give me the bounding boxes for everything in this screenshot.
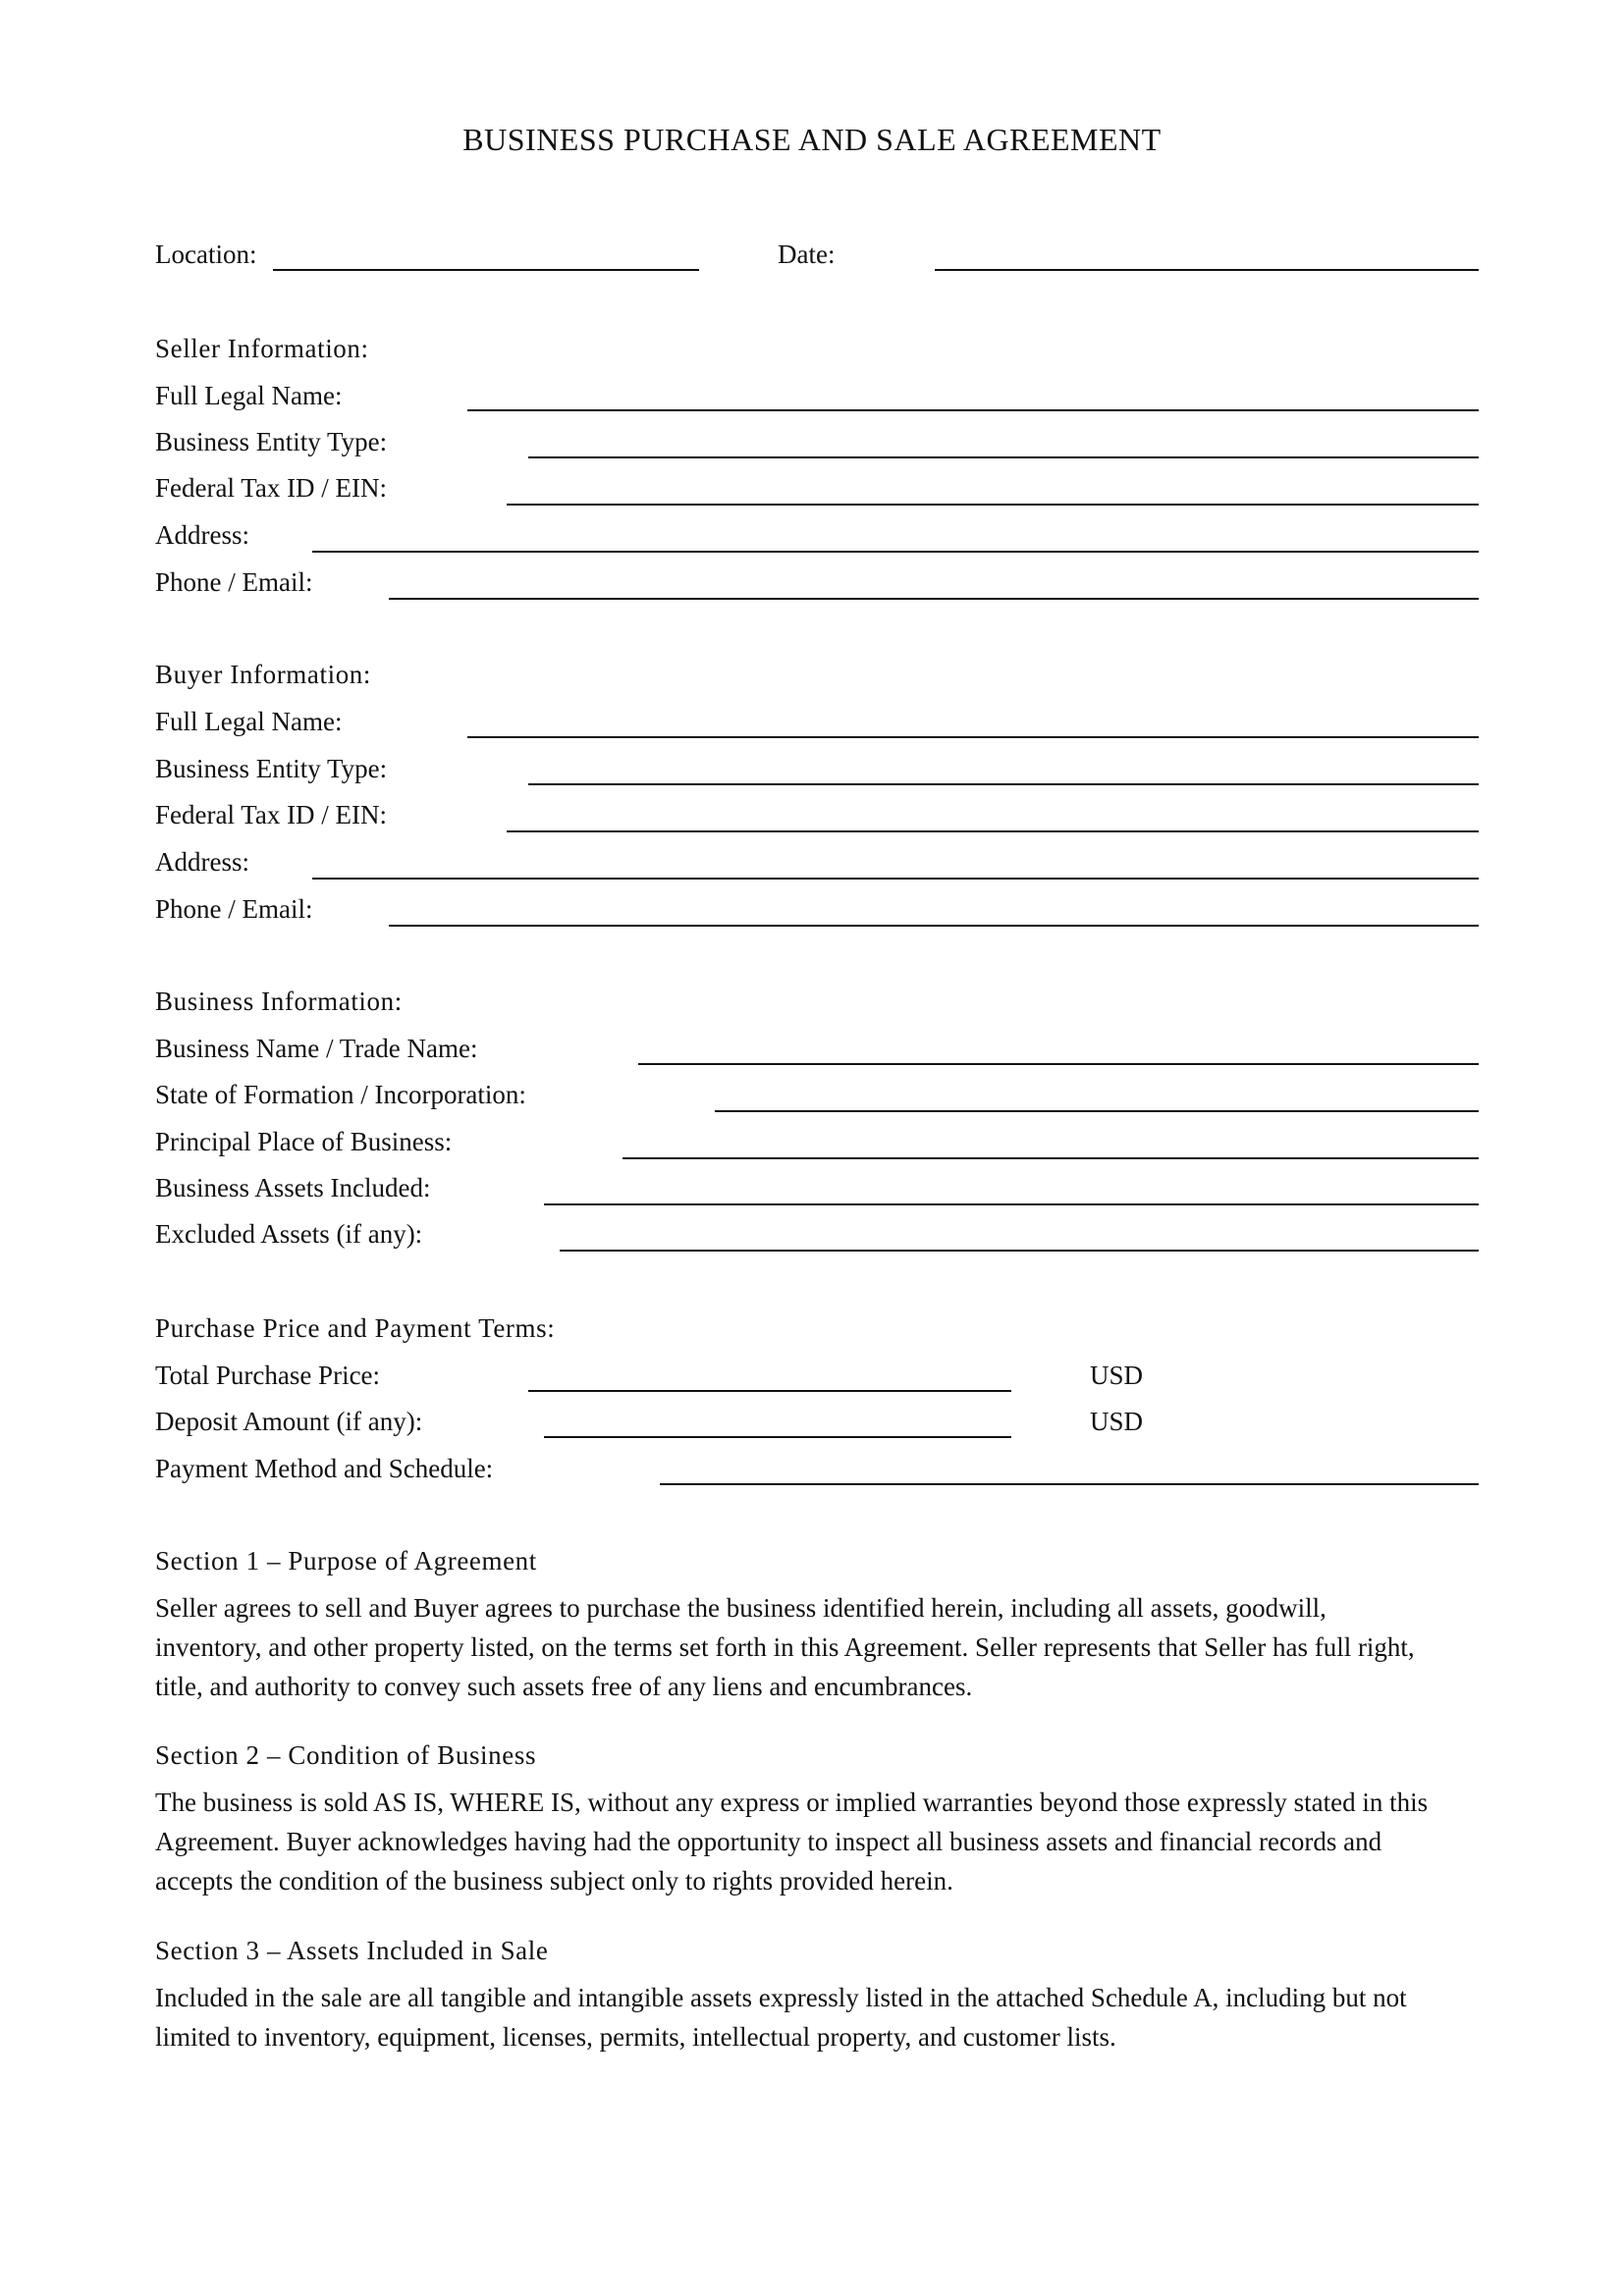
location-label: Location: — [155, 240, 257, 269]
seller-full-name-label: Full Legal Name: — [155, 381, 343, 410]
buyer-contact-field[interactable] — [389, 925, 1479, 927]
section-2-body — [155, 1783, 1481, 1900]
seller-tax-id-field[interactable] — [507, 504, 1479, 506]
total-price-label: Total Purchase Price: — [155, 1361, 381, 1390]
seller-address-field[interactable] — [312, 551, 1479, 553]
excluded-assets-label: Excluded Assets (if any): — [155, 1219, 423, 1249]
buyer-full-name-field[interactable] — [467, 736, 1479, 738]
seller-address-label: Address: — [155, 520, 249, 550]
assets-included-field[interactable] — [544, 1203, 1479, 1205]
seller-entity-type-label: Business Entity Type: — [155, 427, 388, 456]
buyer-address-label: Address: — [155, 847, 249, 877]
price-terms-heading: Purchase Price and Payment Terms: — [155, 1313, 556, 1343]
seller-entity-type-field[interactable] — [528, 456, 1479, 458]
buyer-entity-type-label: Business Entity Type: — [155, 754, 388, 783]
principal-place-field[interactable] — [623, 1157, 1479, 1159]
deposit-field[interactable] — [544, 1436, 1011, 1438]
seller-full-name-field[interactable] — [467, 409, 1479, 411]
buyer-entity-type-field[interactable] — [528, 783, 1479, 785]
section-2-line: The business is sold AS IS, WHERE IS, without any express or implied warranties beyond those expressly stated in this — [155, 1788, 1429, 1817]
payment-method-field[interactable] — [660, 1483, 1479, 1485]
business-info-heading: Business Information: — [155, 987, 403, 1016]
buyer-contact-label: Phone / Email: — [155, 894, 313, 924]
seller-tax-id-label: Federal Tax ID / EIN: — [155, 473, 388, 503]
business-name-label: Business Name / Trade Name: — [155, 1034, 478, 1063]
seller-contact-field[interactable] — [389, 598, 1479, 600]
section-2-line: Agreement. Buyer acknowledges having had the opportunity to inspect all business assets and financial records and — [155, 1827, 1382, 1856]
buyer-tax-id-label: Federal Tax ID / EIN: — [155, 800, 388, 829]
payment-method-label: Payment Method and Schedule: — [155, 1454, 494, 1483]
section-2-line: accepts the condition of the business subject only to rights provided herein. — [155, 1866, 953, 1896]
buyer-address-field[interactable] — [312, 878, 1479, 880]
date-field[interactable] — [935, 269, 1479, 271]
date-label: Date: — [778, 240, 836, 269]
section-3-line: limited to inventory, equipment, licenses, permits, intellectual property, and customer lists. — [155, 2022, 1116, 2052]
section-1-body — [155, 1588, 1481, 1706]
section-1-line: inventory, and other property listed, on the terms set forth in this Agreement. Seller represents that Seller has full right, — [155, 1632, 1415, 1662]
section-3-line: Included in the sale are all tangible and intangible assets expressly listed in the attached Schedule A, including but not — [155, 1983, 1407, 2012]
buyer-info-heading: Buyer Information: — [155, 660, 371, 689]
state-formation-label: State of Formation / Incorporation: — [155, 1080, 526, 1109]
seller-contact-label: Phone / Email: — [155, 567, 313, 597]
business-name-field[interactable] — [638, 1063, 1479, 1065]
buyer-tax-id-field[interactable] — [507, 830, 1479, 832]
state-formation-field[interactable] — [715, 1110, 1479, 1112]
total-price-field[interactable] — [528, 1390, 1011, 1392]
section-3-heading: Section 3 – Assets Included in Sale — [155, 1936, 549, 1965]
principal-place-label: Principal Place of Business: — [155, 1127, 453, 1156]
section-1-heading: Section 1 – Purpose of Agreement — [155, 1546, 537, 1575]
section-1-line: title, and authority to convey such assets free of any liens and encumbrances. — [155, 1672, 973, 1701]
section-2-heading: Section 2 – Condition of Business — [155, 1740, 537, 1770]
excluded-assets-field[interactable] — [560, 1250, 1479, 1252]
buyer-full-name-label: Full Legal Name: — [155, 707, 343, 736]
location-field[interactable] — [273, 269, 699, 271]
section-1-line: Seller agrees to sell and Buyer agrees to purchase the business identified herein, including all assets, goodwill, — [155, 1593, 1326, 1623]
section-3-body — [155, 1978, 1481, 2056]
document-title: BUSINESS PURCHASE AND SALE AGREEMENT — [462, 122, 1162, 157]
deposit-currency: USD — [1090, 1407, 1144, 1436]
total-price-currency: USD — [1090, 1361, 1144, 1390]
seller-info-heading: Seller Information: — [155, 334, 369, 363]
deposit-label: Deposit Amount (if any): — [155, 1407, 423, 1436]
assets-included-label: Business Assets Included: — [155, 1173, 431, 1202]
